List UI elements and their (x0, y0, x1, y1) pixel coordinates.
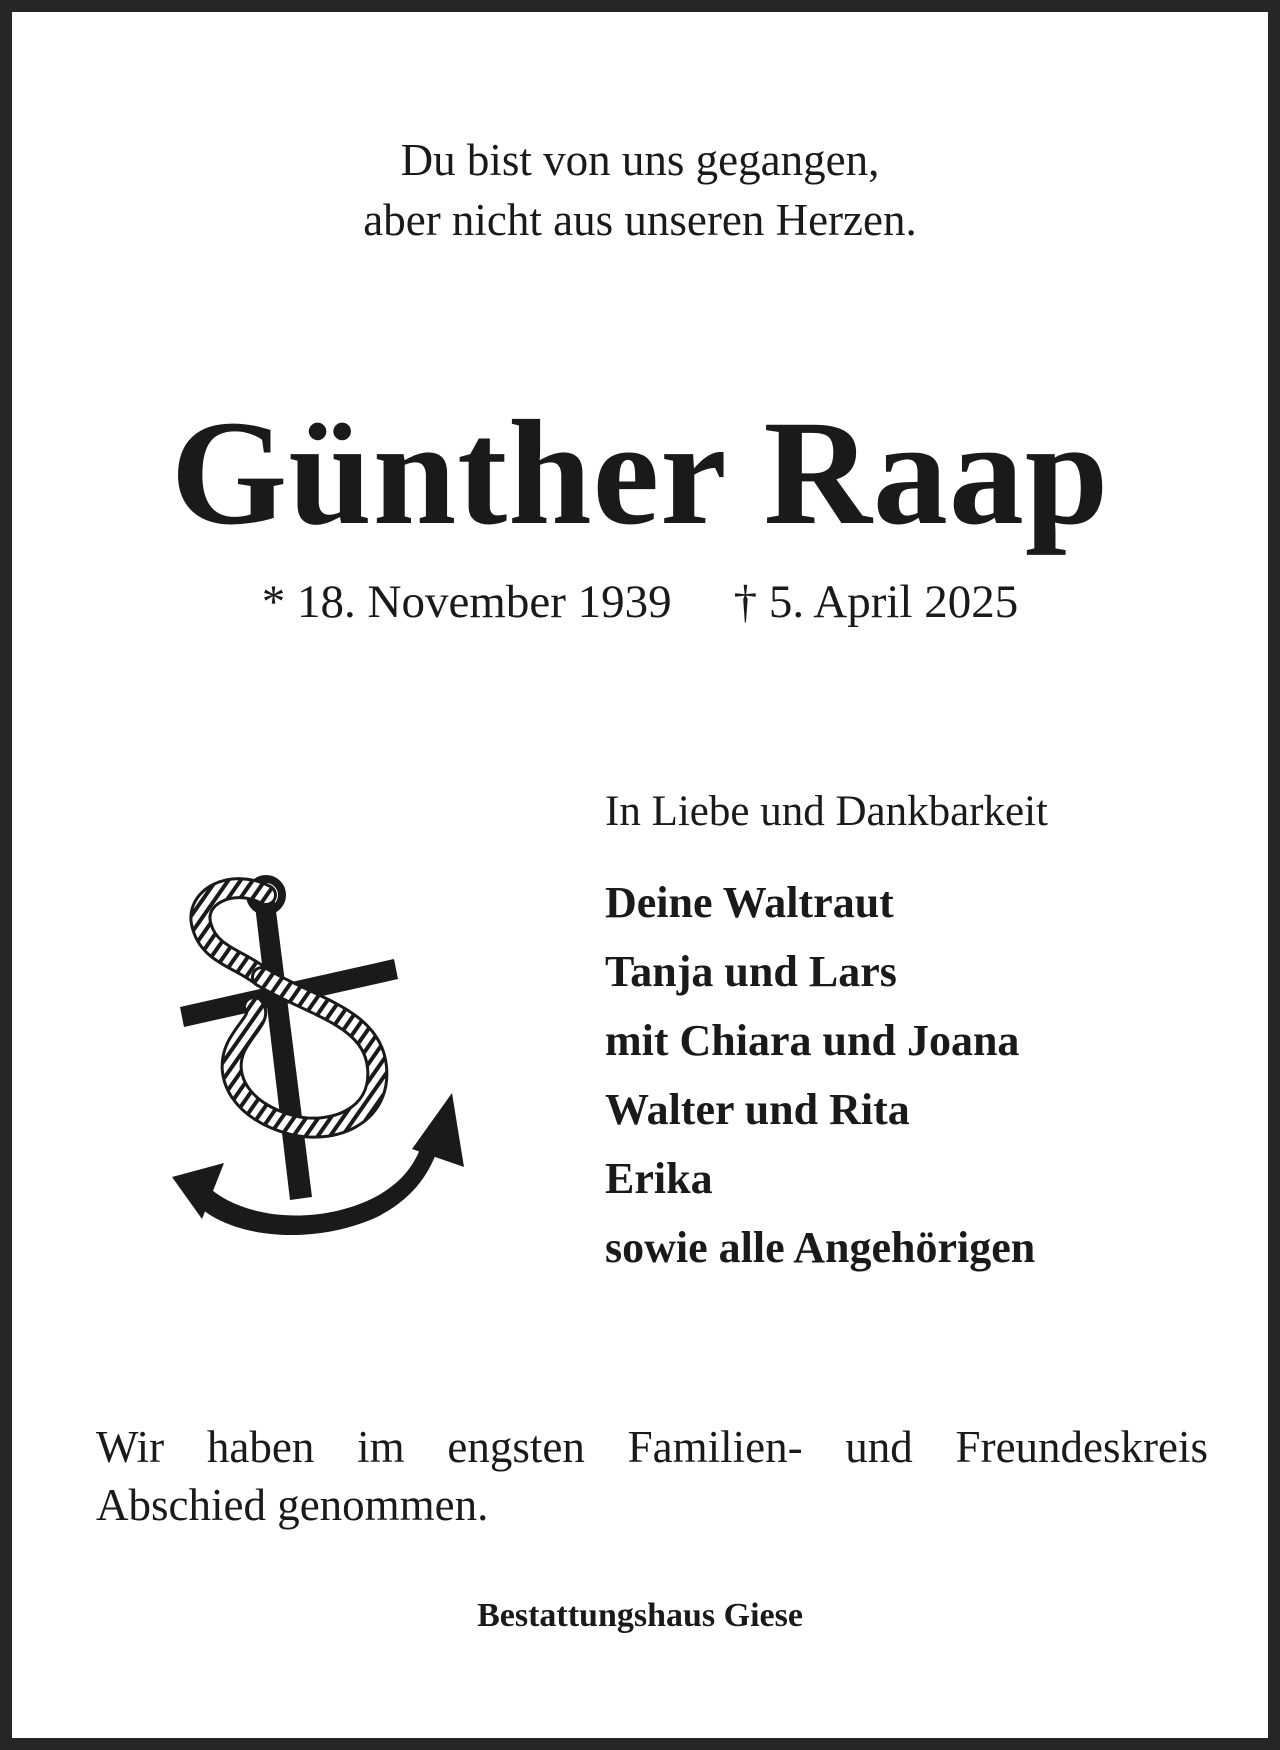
death-date: † 5. April 2025 (733, 576, 1019, 628)
motto-line-1: Du bist von uns gegangen, (400, 135, 880, 185)
life-dates (12, 572, 1268, 632)
motto-quote (12, 130, 1268, 250)
anchor-with-rope-icon (162, 867, 502, 1267)
mourner-name: Walter und Rita (605, 1085, 910, 1134)
mourners-block (605, 784, 1048, 1282)
birth-date: * 18. November 1939 (261, 576, 672, 628)
farewell-notice (96, 1418, 1208, 1534)
motto-line-2: aber nicht aus unseren Herzen. (363, 195, 917, 245)
mourner-name: sowie alle Angehörigen (605, 1223, 1036, 1272)
mourners-intro: In Liebe und Dankbarkeit (605, 788, 1048, 835)
mourner-name: mit Chiara und Joana (605, 1016, 1020, 1065)
deceased-name: Günther Raap (170, 390, 1110, 556)
mourner-name: Tanja und Lars (605, 947, 897, 996)
mourner-name: Deine Waltraut (605, 878, 894, 927)
notice-line-1: Wir haben im engsten Familien- und Freundeskreis (96, 1422, 1208, 1472)
mourner-name: Erika (605, 1154, 713, 1203)
notice-line-2: Abschied genommen. (96, 1480, 489, 1530)
funeral-home-name: Bestattungshaus Giese (477, 1597, 803, 1634)
